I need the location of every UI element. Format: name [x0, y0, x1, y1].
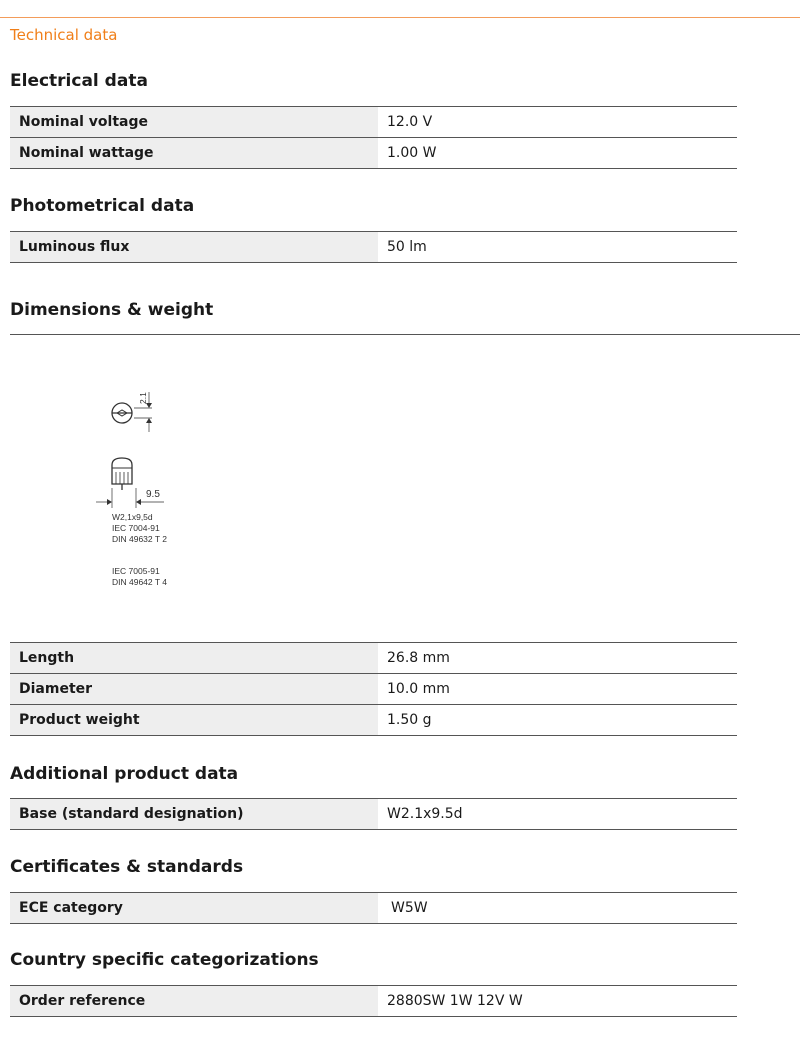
section-title-electrical: Electrical data	[10, 71, 148, 91]
row-label: Length	[10, 643, 378, 673]
base-spec-line: W2,1x9,5d	[112, 512, 153, 522]
table-row	[10, 893, 737, 924]
row-label: Base (standard designation)	[10, 799, 378, 829]
base-spec-text	[112, 512, 167, 545]
holder-spec-line: IEC 7005-91	[112, 566, 160, 576]
table-row	[10, 986, 737, 1017]
row-value: W5W	[391, 900, 428, 916]
row-value: 10.0 mm	[387, 681, 450, 697]
row-value: 50 lm	[387, 239, 427, 255]
section-title-country: Country specific categorizations	[10, 950, 319, 970]
row-value: 2880SW 1W 12V W	[387, 993, 523, 1009]
row-label: Product weight	[10, 705, 378, 735]
row-value: 1.50 g	[387, 712, 432, 728]
holder-spec-text	[112, 566, 167, 588]
additional-table	[10, 798, 737, 830]
row-value: 26.8 mm	[387, 650, 450, 666]
holder-spec-line: DIN 49642 T 4	[112, 577, 167, 587]
section-title-photometrical: Photometrical data	[10, 196, 195, 216]
page-title: Technical data	[10, 26, 118, 44]
dimensions-divider	[10, 334, 800, 335]
row-label: Nominal wattage	[10, 138, 378, 168]
row-label: Luminous flux	[10, 232, 378, 262]
table-row	[10, 674, 737, 705]
base-spec-line: IEC 7004-91	[112, 523, 160, 533]
table-row	[10, 799, 737, 830]
table-row	[10, 138, 737, 169]
section-title-certificates: Certificates & standards	[10, 857, 244, 877]
dim-width-label: 9.5	[146, 489, 160, 500]
country-table	[10, 985, 737, 1017]
row-label: ECE category	[10, 893, 378, 923]
section-title-dimensions: Dimensions & weight	[10, 300, 214, 320]
dimensions-table	[10, 642, 737, 736]
row-label: Diameter	[10, 674, 378, 704]
base-spec-line: DIN 49632 T 2	[112, 534, 167, 544]
row-label: Nominal voltage	[10, 107, 378, 137]
table-row	[10, 643, 737, 674]
top-divider	[0, 17, 800, 18]
photometrical-table	[10, 231, 737, 263]
dim-top-label: 2.1	[138, 392, 148, 404]
section-title-additional: Additional product data	[10, 764, 239, 784]
certificates-table	[10, 892, 737, 924]
electrical-table	[10, 106, 737, 169]
row-value: W2.1x9.5d	[387, 806, 463, 822]
table-row	[10, 232, 737, 263]
row-value: 12.0 V	[387, 114, 433, 130]
dimension-drawing	[94, 380, 204, 600]
row-label: Order reference	[10, 986, 378, 1016]
table-row	[10, 107, 737, 138]
row-value: 1.00 W	[387, 145, 437, 161]
table-row	[10, 705, 737, 736]
